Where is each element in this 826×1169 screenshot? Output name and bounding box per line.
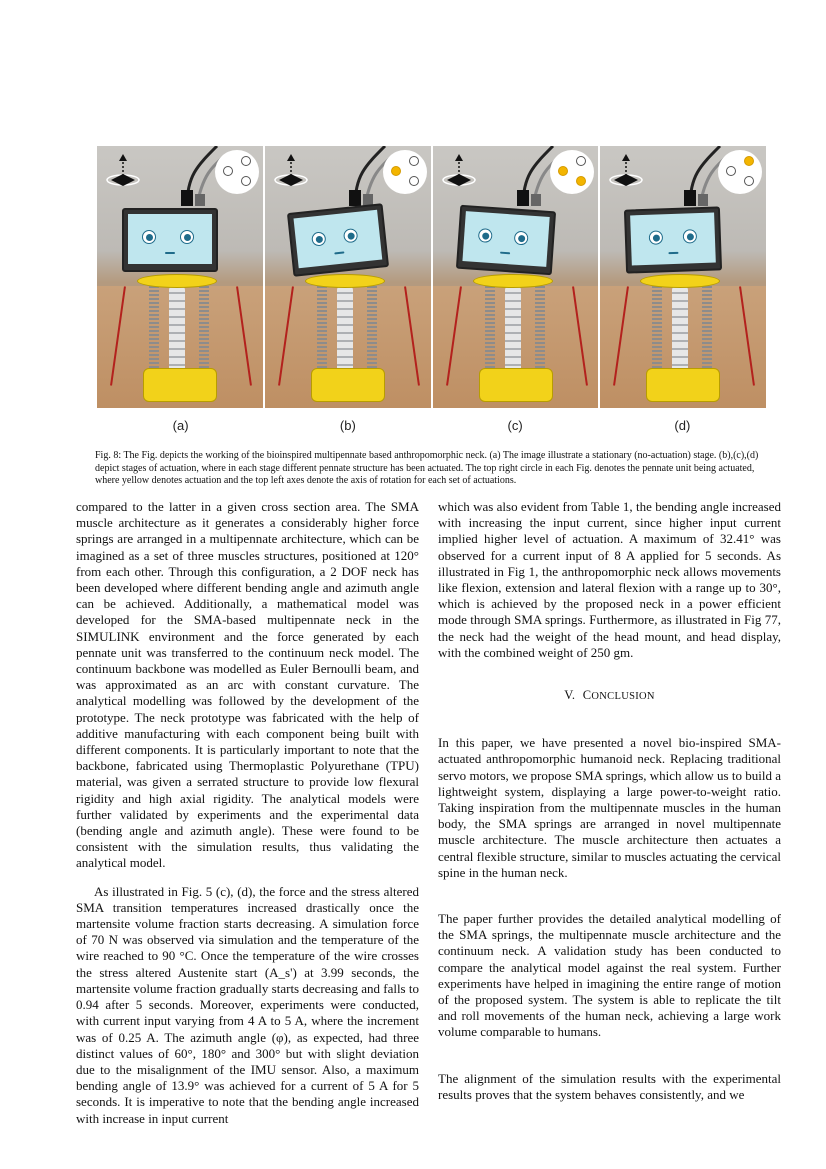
base [143,368,217,402]
base [479,368,553,402]
mouth [500,252,510,255]
head-plate [305,274,385,288]
sma-spring [199,286,209,368]
pennate-unit-dot [744,176,754,186]
figure-panel-d [600,146,766,408]
eye [683,229,697,243]
left-column [76,499,419,1127]
pennate-unit-dot [391,166,401,176]
paragraph: The alignment of the simulation results with the experimental results proves that the system behaves consistently, and we [438,1070,781,1102]
pennate-unit-dot [409,176,419,186]
eye [142,230,156,244]
rotation-axis-icon [604,152,648,196]
actuation-indicator [718,150,762,194]
section-title-initial: C [582,688,592,703]
eye [180,230,194,244]
face-display [287,203,389,277]
eye [343,228,358,243]
figure-panel-c [433,146,599,408]
sma-spring [535,286,545,368]
pennate-unit-dot [241,176,251,186]
face [128,214,212,264]
face-display [122,208,218,272]
sma-spring [485,286,495,368]
serrated-backbone [169,286,185,376]
sma-spring [149,286,159,368]
figure-panel-a [97,146,263,408]
actuation-indicator [383,150,427,194]
face [462,211,549,267]
panel-label-d: (d) [674,418,691,433]
actuation-indicator [550,150,594,194]
right-column [438,499,781,1103]
panel-label-c: (c) [507,418,523,433]
panel-label-a: (a) [172,418,189,433]
paragraph: which was also evident from Table 1, the bending angle increased with increasing the input current, since higher input current implied higher level of actuation. A maximum of 32.41° was observed for a current input of 8 A applied for 5 seconds. As illustrated in Fig 1, the anthropomorphic neck allows movements like flexion, extension and lateral flexion with a range up to 30°, which is achieved by the proposed neck in a power efficient mode through SMA springs. Furthermore, as illustrated in Fig 77, the neck had the weight of the head mount, and head display, with the combined weight of 250 gm. [438,499,781,660]
eye [513,231,528,246]
mouth [334,251,344,254]
rotation-axis-icon [437,152,481,196]
face [630,213,716,266]
section-heading-conclusion [438,687,781,705]
base [646,368,720,402]
pennate-unit-dot [409,156,419,166]
figure-caption: Fig. 8: The Fig. depicts the working of the bioinspired multipennate based anthropomorphic neck. (a) The image illustrate a stationary (no-actuation) stage. (b),(c),(d) depict stages of actuation, where in each stage different pennate structure has been actuated. The top right circle in each Fig. denotes the pennate unit being actuated, where yellow denotes actuation and the top left axes denote the axis of rotation for each set of actuations. [95,450,759,487]
face-display [624,206,722,273]
face-display [455,205,555,276]
pennate-unit-dot [576,176,586,186]
base [311,368,385,402]
actuation-indicator [215,150,259,194]
panel-label-b: (b) [339,418,356,433]
head-plate [640,274,720,288]
pennate-unit-dot [558,166,568,176]
sma-spring [652,286,662,368]
serrated-backbone [672,286,688,376]
paragraph: In this paper, we have presented a novel bio-inspired SMA-actuated anthropomorphic humanoid neck. Replacing traditional servo motors, we propose SMA springs, which allow us to build a lightweight system, displaying a large power-to-weight ratio. Taking inspiration from the multipennate muscles in the human body, the SMA springs are arranged in novel multipennate muscle architecture. The muscle architecture then actuates a central flexible structure, similar to muscles actuating the cervical spine in the human neck. [438,735,781,880]
section-title-rest: ONCLUSION [591,691,655,703]
eye [311,231,326,246]
sma-spring [702,286,712,368]
serrated-backbone [337,286,353,376]
mouth [669,252,679,254]
pennate-unit-dot [223,166,233,176]
eye [649,230,663,244]
paragraph: compared to the latter in a given cross section area. The SMA muscle architecture as it generates a considerably higher force springs are arranged in a multipennate architecture, which can be imagined as a set of three muscles structures, positioned at 120° from each other. Through this configuration, a 2 DOF neck has been developed where different bending angle and azimuth angle can be achieved. Additionally, a mathematical model was developed for the SMA-based multipennate neck in the SIMULINK environment and the force generated by each pennate unit was transferred to the continuum neck model. The continuum backbone was modelled as Euler Bernoulli beam, and was approximated as an arc with constant curvature. The analytical modelling was followed by the development of the prototype. The neck prototype was fabricated with the help of additive manufacturing with each component being built with different components. It is particularly important to note that the backbone, fabricated using Thermoplastic Polyurethane (TPU) material, was given a serrated structure to provide low flexural rigidity and high axial rigidity. The analytical models were further validated by experiments and the experimental data (bending angle and azimuth angle). These were found to be consistent with the simulation results, thus validating the analytical model. [76,499,419,871]
face [293,210,382,269]
head-plate [473,274,553,288]
rotation-axis-icon [269,152,313,196]
serrated-backbone [505,286,521,376]
paragraph: As illustrated in Fig. 5 (c), (d), the force and the stress altered SMA transition temperatures increased drastically once the martensite volume fraction starts decreasing. A simulation force of 70 N was observed via simulation and the temperature of the wire reached to 90 °C. Once the temperature of the wire crosses the stress altered Austenite start (A_s') at 3.99 seconds, the martensite volume fraction gradually starts decreasing and falls to 0.94 after 5 seconds. Moreover, experiments were conducted, with current input varying from 4 A to 5 A, where the increment was of 0.25 A. The azimuth angle (φ), as expected, had three distinct values of 60°, 180° and 300° but with slight deviation due to the misalignment of the IMU sensor. Also, a maximum bending angle of 13.9° was achieved for a current of 5 A for 5 seconds. It is imperative to note that the bending angle increased with increase in input current [76,883,419,1126]
sma-spring [367,286,377,368]
pennate-unit-dot [576,156,586,166]
pennate-unit-dot [241,156,251,166]
eye [477,228,492,243]
head-plate [137,274,217,288]
paragraph: The paper further provides the detailed analytical modelling of the SMA springs, the multipennate muscle architecture and the continuum neck. A validation study has been conducted to compare the analytical model against the real system. Further experiments have helped in imagining the entire range of motion of the proposed system. The system is able to replicate the tilt and roll movements of the human neck, achieving a large work volume comparable to humans. [438,911,781,1040]
pennate-unit-dot [744,156,754,166]
section-number: V. [564,688,576,703]
mouth [165,252,175,254]
figure-8 [97,146,766,408]
sma-spring [317,286,327,368]
figure-panel-b [265,146,431,408]
pennate-unit-dot [726,166,736,176]
rotation-axis-icon [101,152,145,196]
figure-panel-labels [97,418,766,433]
